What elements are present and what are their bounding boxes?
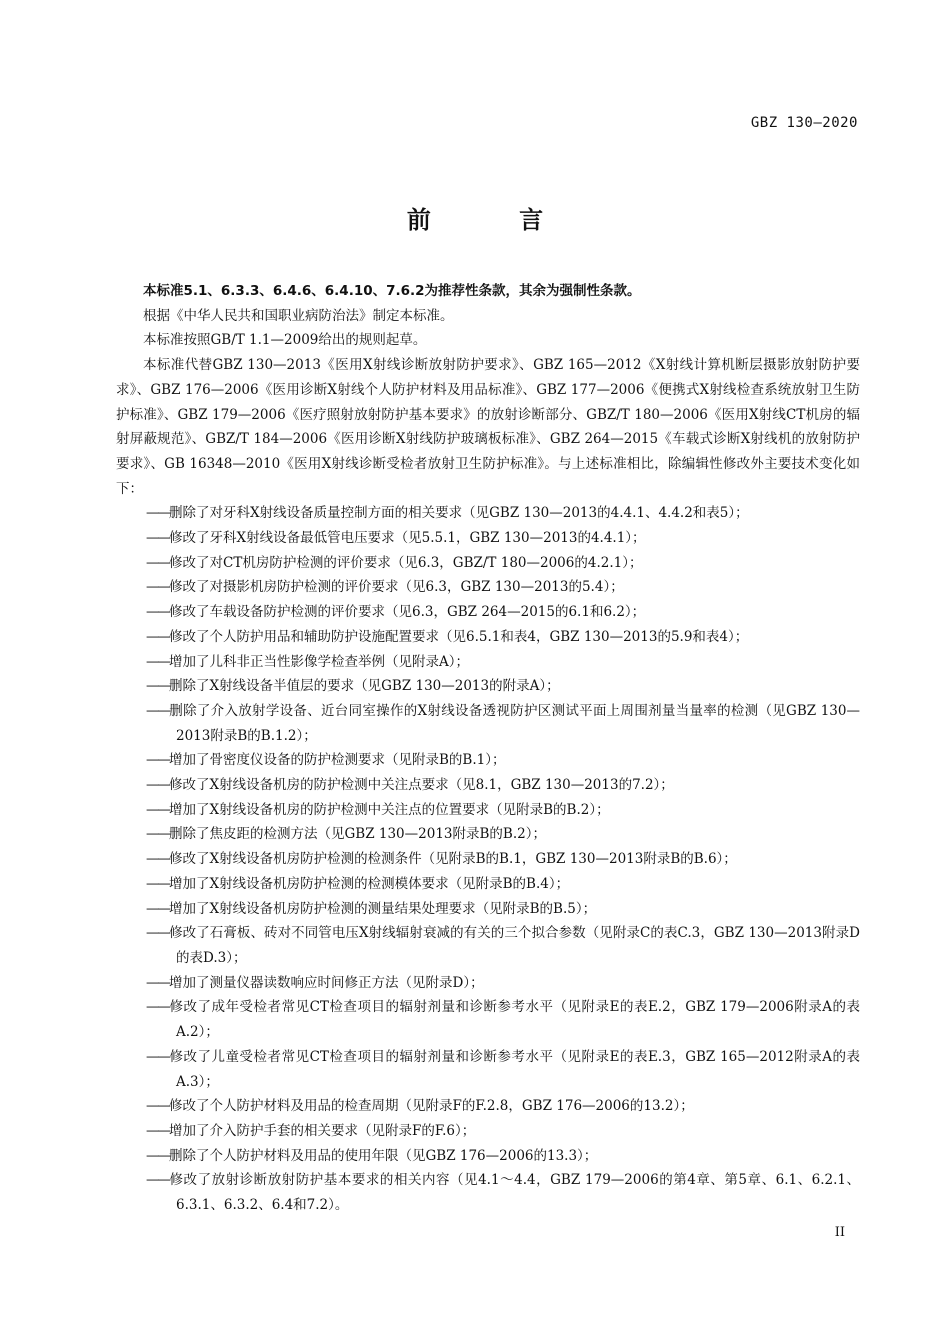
list-dash: —— — [146, 900, 169, 917]
list-dash: —— — [146, 875, 169, 892]
change-list-item — [116, 600, 860, 625]
change-text: 修改了儿童受检者常见CT检查项目的辐射剂量和诊断参考水平（见附录E的表E.3，GBZ 165—2012附录A的表A.3）； — [169, 1048, 860, 1090]
list-dash: —— — [146, 826, 169, 843]
paragraph-replacement: 本标准代替GBZ 130—2013《医用X射线诊断放射防护要求》、GBZ 165—2012《X射线计算机断层摄影放射防护要求》、GBZ 176—2006《医用诊断X射线个人防护材料及用品标准》、GBZ 177—2006《便携式X射线检查系统放射卫生防护标准》、GBZ 179—2006《医疗照射放射防护基本要求》的放射诊断部分、GBZ/T 180—2006《医用X射线CT机房的辐射屏蔽规范》、GBZ/T 184—2006《医用诊断X射线防护玻璃板标准》、GBZ 264—2015《车载式诊断X射线机的放射防护要求》、GB 16348—2010《医用X射线诊断受检者放射卫生防护标准》。与上述标准相比，除编辑性修改外主要技术变化如下： — [116, 357, 860, 497]
list-dash: —— — [146, 1098, 169, 1115]
change-list-item — [116, 1168, 860, 1217]
list-dash: —— — [146, 628, 169, 645]
list-dash: —— — [146, 1172, 169, 1189]
change-text: 增加了X射线设备机房防护检测的测量结果处理要求（见附录B的B.5）； — [169, 900, 597, 917]
change-list-item — [116, 748, 860, 773]
change-text: 修改了对摄影机房防护检测的评价要求（见6.3，GBZ 130—2013的5.4）； — [169, 579, 624, 596]
change-text: 修改了放射诊断放射防护基本要求的相关内容（见4.1～4.4，GBZ 179—2006的第4章、第5章、6.1、6.2.1、6.3.1、6.3.2、6.4和7.2）。 — [169, 1172, 860, 1214]
change-text: 修改了石膏板、砖对不同管电压X射线辐射衰减的有关的三个拟合参数（见附录C的表C.3，GBZ 130—2013附录D的表D.3）； — [169, 925, 860, 966]
change-text: 修改了X射线设备机房防护检测的检测条件（见附录B的B.1，GBZ 130—2013附录B的B.6）； — [169, 851, 737, 868]
change-text: 删除了X射线设备半值层的要求（见GBZ 130—2013的附录A）； — [169, 678, 560, 695]
list-dash: —— — [146, 1147, 169, 1164]
change-text: 修改了牙科X射线设备最低管电压要求（见5.5.1，GBZ 130—2013的4.4.1）； — [169, 530, 646, 547]
change-list-item — [116, 1094, 860, 1119]
list-dash: —— — [146, 925, 169, 942]
change-list-item — [116, 1045, 860, 1094]
change-list-item — [116, 650, 860, 675]
list-dash: —— — [146, 999, 169, 1016]
change-list-item — [116, 575, 860, 600]
change-text: 删除了焦皮距的检测方法（见GBZ 130—2013附录B的B.2）； — [169, 826, 546, 843]
standard-code: GBZ 130—2020 — [750, 115, 858, 131]
list-dash: —— — [146, 801, 169, 818]
change-text: 删除了对牙科X射线设备质量控制方面的相关要求（见GBZ 130—2013的4.4.1、4.4.2和表5）； — [169, 505, 749, 522]
change-text: 删除了个人防护材料及用品的使用年限（见GBZ 176—2006的13.3）； — [169, 1147, 598, 1164]
list-dash: —— — [146, 777, 169, 794]
change-list-item — [116, 995, 860, 1044]
list-dash: —— — [146, 851, 169, 868]
change-list-item — [116, 625, 860, 650]
list-dash: —— — [146, 505, 169, 522]
change-list-item — [116, 773, 860, 798]
change-text: 增加了儿科非正当性影像学检查举例（见附录A）； — [169, 653, 469, 670]
preface-body — [116, 279, 860, 1218]
change-text: 修改了个人防护用品和辅助防护设施配置要求（见6.5.1和表4，GBZ 130—2013的5.9和表4）； — [169, 628, 749, 645]
change-list-item — [116, 1119, 860, 1144]
change-list-item — [116, 501, 860, 526]
change-text: 修改了个人防护材料及用品的检查周期（见附录F的F.2.8，GBZ 176—2006的13.2）； — [169, 1098, 694, 1115]
change-list-item — [116, 847, 860, 872]
page-title: 前 言 — [406, 206, 584, 234]
change-list-item — [116, 872, 860, 897]
list-dash: —— — [146, 1122, 169, 1139]
list-dash: —— — [146, 579, 169, 596]
paragraph-drafting-rules: 本标准按照GB/T 1.1—2009给出的规则起草。 — [143, 332, 427, 349]
change-list-item — [116, 526, 860, 551]
change-text: 修改了对CT机房防护检测的评价要求（见6.3，GBZ/T 180—2006的4.2.1）； — [169, 554, 643, 571]
change-list-item — [116, 971, 860, 996]
change-text: 增加了X射线设备机房的防护检测中关注点的位置要求（见附录B的B.2）； — [169, 801, 610, 818]
change-text: 增加了介入防护手套的相关要求（见附录F的F.6）； — [169, 1122, 476, 1139]
list-dash: —— — [146, 702, 169, 719]
change-list-item — [116, 699, 860, 748]
list-dash: —— — [146, 554, 169, 571]
change-text: 增加了X射线设备机房防护检测的检测模体要求（见附录B的B.4）； — [169, 875, 570, 892]
change-list-item — [116, 921, 860, 970]
list-dash: —— — [146, 752, 169, 769]
paragraph-basis: 根据《中华人民共和国职业病防治法》制定本标准。 — [143, 307, 454, 324]
paragraph-clause-note: 本标准5.1、6.3.3、6.4.6、6.4.10、7.6.2为推荐性条款，其余为强制性条款。 — [143, 283, 641, 299]
change-list-item — [116, 822, 860, 847]
change-text: 修改了成年受检者常见CT检查项目的辐射剂量和诊断参考水平（见附录E的表E.2，GBZ 179—2006附录A的表A.2）； — [169, 999, 860, 1041]
change-text: 删除了介入放射学设备、近台同室操作的X射线设备透视防护区测试平面上周围剂量当量率的检测（见GBZ 130—2013附录B的B.1.2）； — [169, 702, 860, 744]
page-number: II — [834, 1225, 845, 1240]
list-dash: —— — [146, 678, 169, 695]
change-text: 修改了车载设备防护检测的评价要求（见6.3，GBZ 264—2015的6.1和6.2）； — [169, 604, 646, 621]
change-list-item — [116, 674, 860, 699]
change-list-item — [116, 1144, 860, 1169]
list-dash: —— — [146, 1048, 169, 1065]
change-list-item — [116, 798, 860, 823]
change-text: 增加了测量仪器读数响应时间修正方法（见附录D）； — [169, 974, 484, 991]
list-dash: —— — [146, 653, 169, 670]
change-text: 修改了X射线设备机房的防护检测中关注点要求（见8.1，GBZ 130—2013的7.2）； — [169, 777, 674, 794]
change-list-item — [116, 551, 860, 576]
list-dash: —— — [146, 604, 169, 621]
list-dash: —— — [146, 530, 169, 547]
change-list-item — [116, 897, 860, 922]
change-text: 增加了骨密度仪设备的防护检测要求（见附录B的B.1）； — [169, 752, 506, 769]
list-dash: —— — [146, 974, 169, 991]
change-list — [116, 501, 860, 1217]
